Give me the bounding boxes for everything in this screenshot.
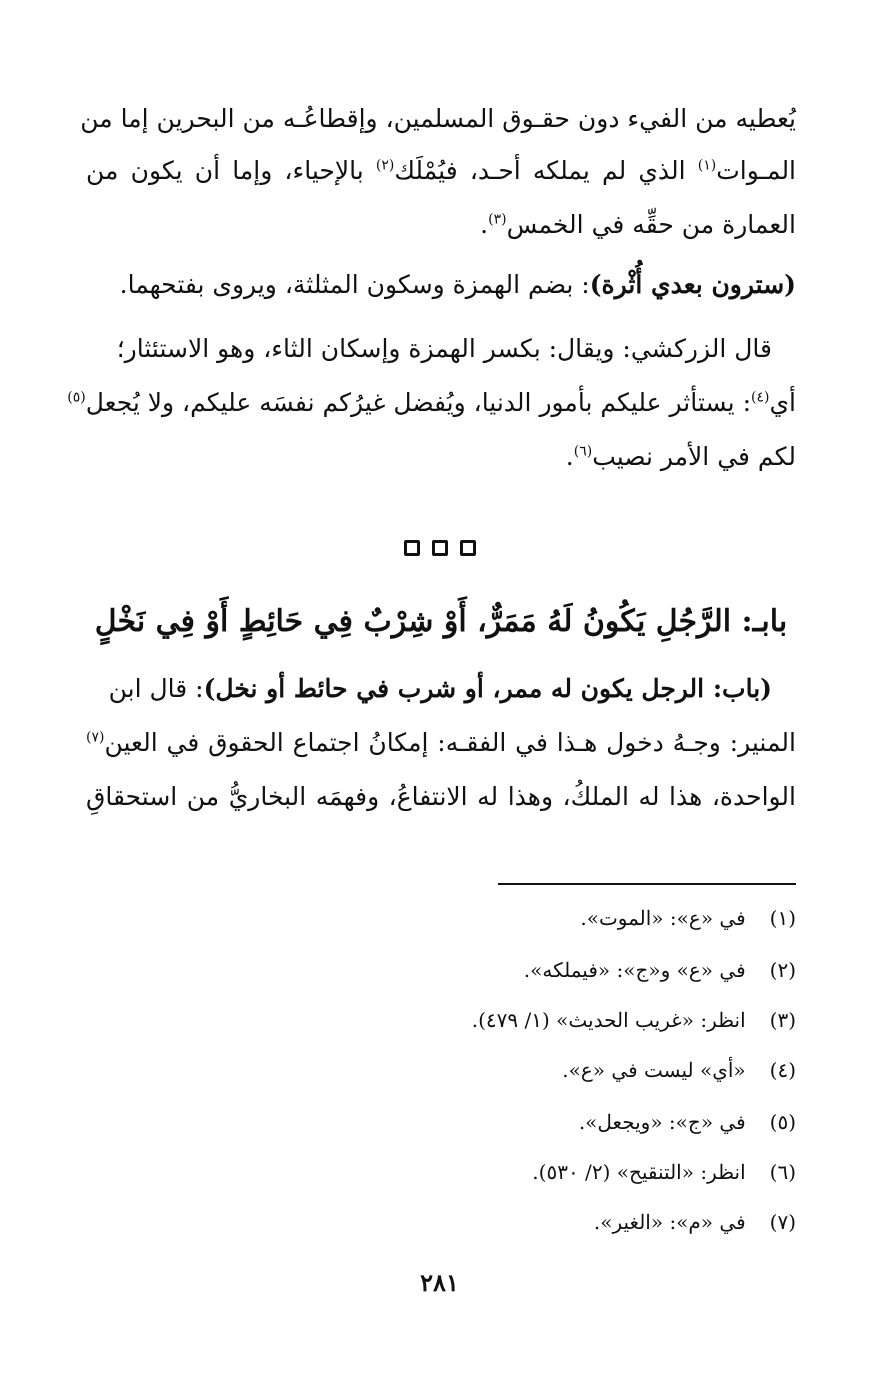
lemma: (سترون بعدي أُثْرة) <box>589 270 796 299</box>
section-separator <box>0 540 879 560</box>
footnote-ref[interactable]: (٣) <box>488 211 507 228</box>
square-ornament-icon <box>432 540 448 556</box>
footnote: (٧) في «م»: «الغير». <box>593 1210 796 1234</box>
square-ornament-icon <box>404 540 420 556</box>
text-line: (سترون بعدي أُثْرة): بضم الهمزة وسكون المثلثة، ويروى بفتحهما. <box>119 270 796 299</box>
footnote-ref[interactable]: (٥) <box>67 389 86 406</box>
footnote-ref[interactable]: (٢) <box>375 157 395 174</box>
footnote-ref[interactable]: (١) <box>697 157 717 174</box>
footnote-divider <box>498 883 796 885</box>
chapter-heading: بابـ: الرَّجُلِ يَكُونُ لَهُ مَمَرٌّ، أَوْ شِرْبٌ فِي حَائِطٍ أَوْ فِي نَخْلٍ <box>94 604 788 639</box>
footnote-ref[interactable]: (٧) <box>86 729 105 746</box>
footnote: (٢) في «ع» و«ج»: «فيملكه». <box>523 958 796 982</box>
footnote-ref[interactable]: (٦) <box>573 443 593 460</box>
lemma: (باب: الرجل يكون له ممر، أو شرب في حائط أو نخل) <box>203 674 772 703</box>
text-line: المـوات$^{(١)}$ الذي لم يملكه أحـد، فيُمْلَك$^{(٢)}$ بالإحياء، وإما أن يكون من <box>86 156 797 185</box>
text-line: قال الزركشي: ويقال: بكسر الهمزة وإسكان الثاء، وهو الاستئثار؛ <box>116 334 772 363</box>
footnote: (٤) «أي» ليست في «ع». <box>562 1058 796 1082</box>
text-line: يُعطيه من الفيء دون حقـوق المسلمين، وإقطاعُـه من البحرين إما من <box>80 104 796 133</box>
footnote: (١) في «ع»: «الموت». <box>580 906 796 930</box>
footnote: (٥) في «ج»: «ويجعل». <box>578 1110 796 1134</box>
text-line: (باب: الرجل يكون له ممر، أو شرب في حائط أو نخل): قال ابن <box>108 674 772 703</box>
footnote-ref[interactable]: (٤) <box>751 389 770 406</box>
square-ornament-icon <box>460 540 476 556</box>
footnote: (٣) انظر: «غريب الحديث» (١/ ٤٧٩). <box>471 1008 796 1032</box>
page-number: ٢٨١ <box>420 1268 459 1297</box>
text-line: الواحدة، هذا له الملكُ، وهذا له الانتفاعُ، وفهمَه البخاريُّ من استحقاقِ <box>86 782 796 811</box>
text-line: المنير: وجـهُ دخول هـذا في الفقـه: إمكانُ اجتماع الحقوق في العين$^{(٧)}$ <box>86 728 796 757</box>
footnote: (٦) انظر: «التنقيح» (٢/ ٥٣٠). <box>532 1160 796 1184</box>
text-line: لكم في الأمر نصيب$^{(٦)}$. <box>565 442 796 471</box>
text-line: العمارة من حقِّه في الخمس$^{(٣)}$. <box>480 210 796 239</box>
text-line: أي$^{(٤)}$: يستأثر عليكم بأمور الدنيا، ويُفضل غيرُكم نفسَه عليكم، ولا يُجعل$^{(٥)}$ <box>67 388 796 417</box>
